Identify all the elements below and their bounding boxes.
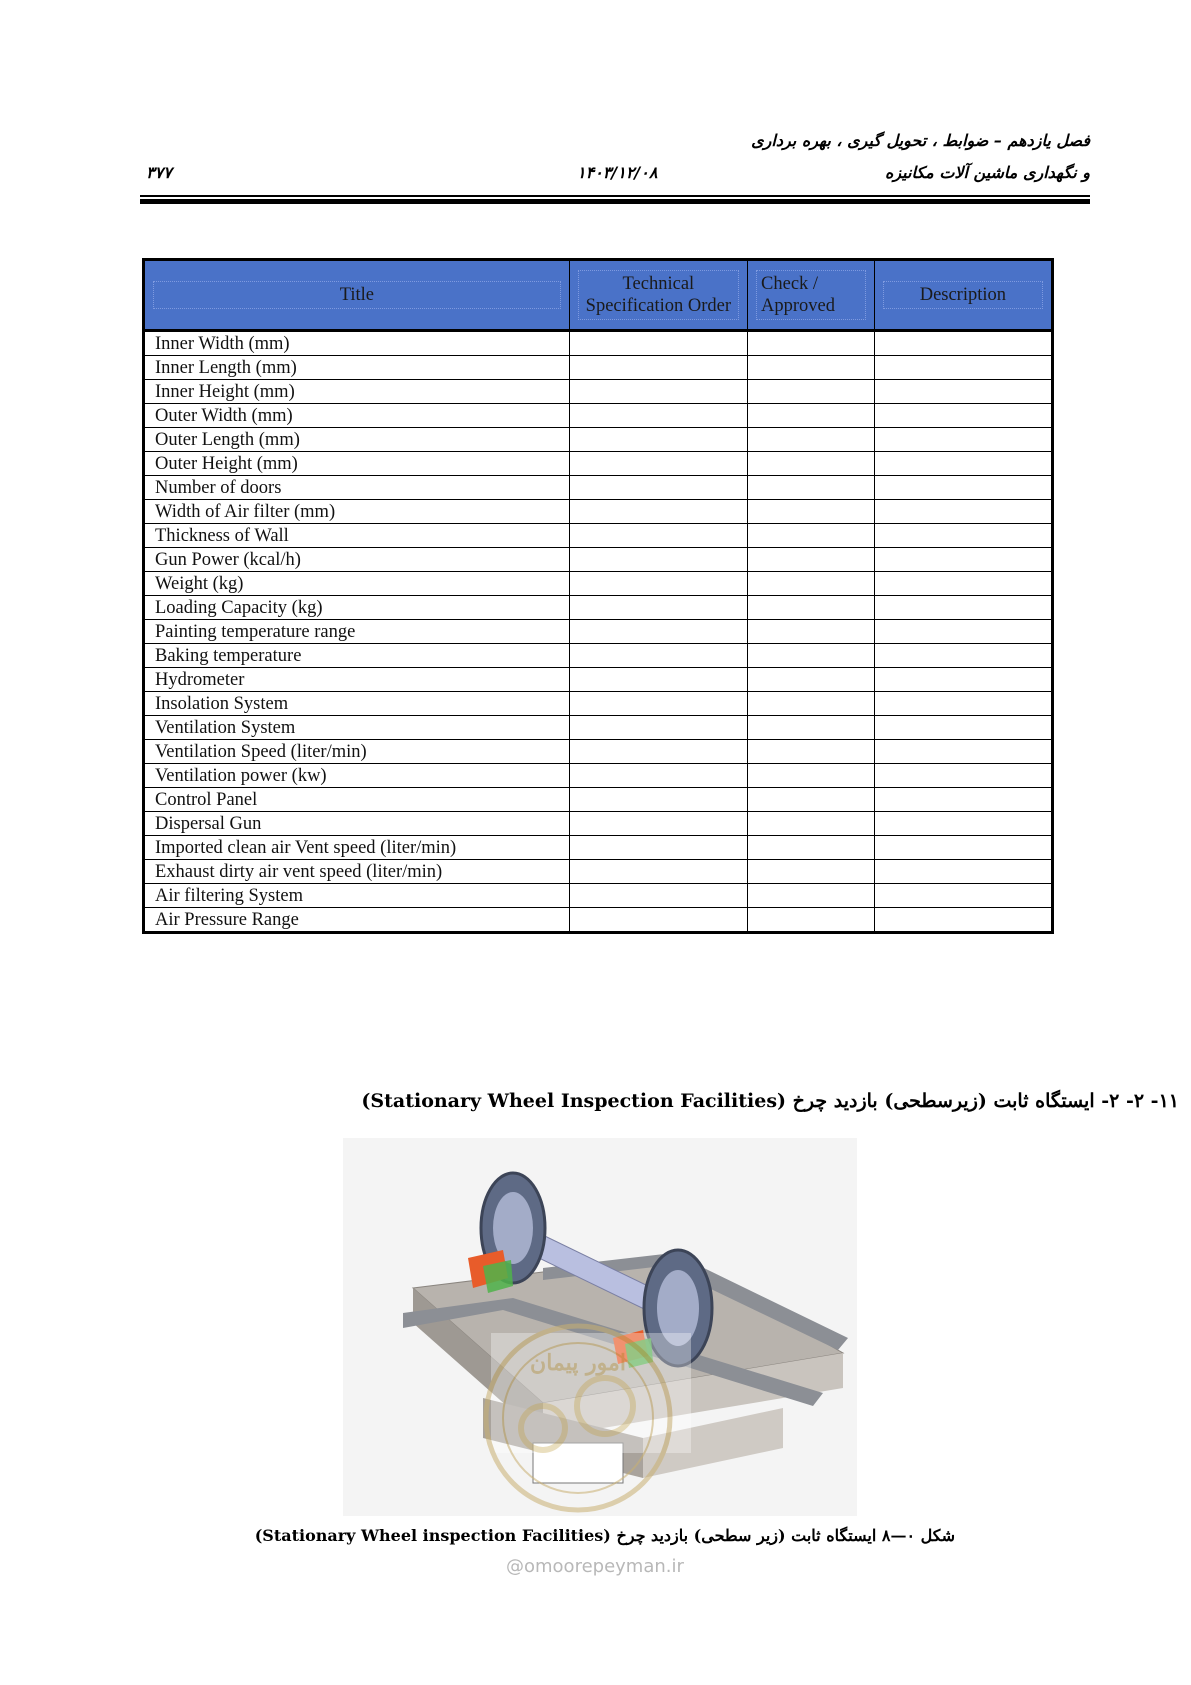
- check-approved-cell[interactable]: [748, 572, 875, 596]
- check-approved-cell[interactable]: [748, 716, 875, 740]
- header-rule-thin: [140, 195, 1090, 197]
- check-approved-cell[interactable]: [748, 476, 875, 500]
- table-row: [144, 596, 1053, 620]
- technical-spec-cell[interactable]: [569, 644, 747, 668]
- check-approved-cell[interactable]: [748, 428, 875, 452]
- chapter-title-line2: و نگهداری ماشین آلات مکانیزه: [884, 163, 1090, 182]
- check-approved-cell[interactable]: [748, 620, 875, 644]
- column-header-check-approved: Check / Approved: [748, 260, 875, 331]
- description-cell[interactable]: [874, 428, 1052, 452]
- description-cell[interactable]: [874, 884, 1052, 908]
- technical-spec-cell[interactable]: [569, 596, 747, 620]
- row-title-cell: Exhaust dirty air vent speed (liter/min): [144, 860, 570, 884]
- technical-spec-cell[interactable]: [569, 548, 747, 572]
- table-row: [144, 692, 1053, 716]
- row-title-cell: Air filtering System: [144, 884, 570, 908]
- row-title-cell: Outer Length (mm): [144, 428, 570, 452]
- description-cell[interactable]: [874, 331, 1052, 356]
- check-approved-cell[interactable]: [748, 908, 875, 933]
- table-row: [144, 476, 1053, 500]
- check-approved-cell[interactable]: [748, 788, 875, 812]
- description-cell[interactable]: [874, 404, 1052, 428]
- description-cell[interactable]: [874, 716, 1052, 740]
- description-cell[interactable]: [874, 788, 1052, 812]
- check-approved-cell[interactable]: [748, 764, 875, 788]
- check-approved-cell[interactable]: [748, 692, 875, 716]
- table-row: [144, 548, 1053, 572]
- table-row: [144, 380, 1053, 404]
- technical-spec-cell[interactable]: [569, 524, 747, 548]
- technical-spec-cell[interactable]: [569, 788, 747, 812]
- table-row: [144, 860, 1053, 884]
- technical-spec-cell[interactable]: [569, 476, 747, 500]
- technical-spec-cell[interactable]: [569, 860, 747, 884]
- row-title-cell: Weight (kg): [144, 572, 570, 596]
- description-cell[interactable]: [874, 644, 1052, 668]
- row-title-cell: Hydrometer: [144, 668, 570, 692]
- table-row: [144, 740, 1053, 764]
- watermark-url: @omoorepeyman.ir: [506, 1556, 684, 1577]
- technical-spec-cell[interactable]: [569, 452, 747, 476]
- technical-spec-cell[interactable]: [569, 716, 747, 740]
- header-rule-thick: [140, 199, 1090, 204]
- check-approved-cell[interactable]: [748, 548, 875, 572]
- description-cell[interactable]: [874, 572, 1052, 596]
- check-approved-cell[interactable]: [748, 668, 875, 692]
- description-cell[interactable]: [874, 812, 1052, 836]
- description-cell[interactable]: [874, 380, 1052, 404]
- row-title-cell: Ventilation System: [144, 716, 570, 740]
- svg-text:امور پیمان: امور پیمان: [530, 1350, 626, 1376]
- check-approved-cell[interactable]: [748, 500, 875, 524]
- table-row: [144, 788, 1053, 812]
- table-row: [144, 452, 1053, 476]
- header-date: ۱۴۰۳/۱۲/۰۸: [577, 163, 658, 182]
- description-cell[interactable]: [874, 524, 1052, 548]
- table-row: [144, 836, 1053, 860]
- check-approved-cell[interactable]: [748, 644, 875, 668]
- table-row: [144, 428, 1053, 452]
- check-approved-cell[interactable]: [748, 836, 875, 860]
- row-title-cell: Ventilation Speed (liter/min): [144, 740, 570, 764]
- table-row: [144, 500, 1053, 524]
- description-cell[interactable]: [874, 668, 1052, 692]
- row-title-cell: Dispersal Gun: [144, 812, 570, 836]
- row-title-cell: Inner Height (mm): [144, 380, 570, 404]
- technical-spec-cell[interactable]: [569, 908, 747, 933]
- technical-spec-cell[interactable]: [569, 884, 747, 908]
- check-approved-cell[interactable]: [748, 812, 875, 836]
- chapter-title-line1: فصل یازدهم – ضوابط ، تحویل گیری ، بهره برداری: [751, 131, 1090, 150]
- check-approved-cell[interactable]: [748, 884, 875, 908]
- check-approved-cell[interactable]: [748, 524, 875, 548]
- row-title-cell: Number of doors: [144, 476, 570, 500]
- technical-spec-cell[interactable]: [569, 428, 747, 452]
- table-row: [144, 812, 1053, 836]
- check-approved-cell[interactable]: [748, 331, 875, 356]
- description-cell[interactable]: [874, 764, 1052, 788]
- description-cell[interactable]: [874, 740, 1052, 764]
- description-cell[interactable]: [874, 692, 1052, 716]
- technical-spec-cell[interactable]: [569, 356, 747, 380]
- row-title-cell: Thickness of Wall: [144, 524, 570, 548]
- check-approved-cell[interactable]: [748, 404, 875, 428]
- wheelset-illustration: [343, 1138, 857, 1516]
- description-cell[interactable]: [874, 356, 1052, 380]
- column-header-description: Description: [874, 260, 1052, 331]
- row-title-cell: Baking temperature: [144, 644, 570, 668]
- page-number: ۳۷۷: [146, 163, 172, 182]
- technical-spec-cell[interactable]: [569, 740, 747, 764]
- technical-spec-cell[interactable]: [569, 500, 747, 524]
- check-approved-cell[interactable]: [748, 380, 875, 404]
- technical-spec-cell[interactable]: [569, 620, 747, 644]
- row-title-cell: Loading Capacity (kg): [144, 596, 570, 620]
- table-row: [144, 884, 1053, 908]
- description-cell[interactable]: [874, 836, 1052, 860]
- wheel-inspection-figure: [343, 1138, 857, 1516]
- table-row: [144, 908, 1053, 933]
- description-cell[interactable]: [874, 620, 1052, 644]
- section-heading: ۱۱- ۲- ۲- ایستگاه ثابت (زیرسطحی) بازدید چرخ (Stationary Wheel Inspection Facilities): [361, 1090, 1179, 1112]
- table-row: [144, 404, 1053, 428]
- technical-spec-cell[interactable]: [569, 836, 747, 860]
- row-title-cell: Air Pressure Range: [144, 908, 570, 933]
- technical-spec-cell[interactable]: [569, 692, 747, 716]
- table-row: [144, 331, 1053, 356]
- description-cell[interactable]: [874, 860, 1052, 884]
- column-header-technical-specification: Technical Specification Order: [569, 260, 747, 331]
- check-approved-cell[interactable]: [748, 860, 875, 884]
- technical-spec-cell[interactable]: [569, 812, 747, 836]
- row-title-cell: Outer Width (mm): [144, 404, 570, 428]
- description-cell[interactable]: [874, 908, 1052, 933]
- specification-table: [142, 258, 1054, 934]
- check-approved-cell[interactable]: [748, 740, 875, 764]
- row-title-cell: Gun Power (kcal/h): [144, 548, 570, 572]
- table-row: [144, 524, 1053, 548]
- table-row: [144, 716, 1053, 740]
- table-row: [144, 764, 1053, 788]
- row-title-cell: Ventilation power (kw): [144, 764, 570, 788]
- technical-spec-cell[interactable]: [569, 331, 747, 356]
- check-approved-cell[interactable]: [748, 452, 875, 476]
- check-approved-cell[interactable]: [748, 596, 875, 620]
- table-row: [144, 356, 1053, 380]
- page-header: [140, 125, 1090, 205]
- column-header-title: Title: [144, 260, 570, 331]
- table-row: [144, 644, 1053, 668]
- check-approved-cell[interactable]: [748, 356, 875, 380]
- row-title-cell: Imported clean air Vent speed (liter/min): [144, 836, 570, 860]
- description-cell[interactable]: [874, 596, 1052, 620]
- technical-spec-cell[interactable]: [569, 764, 747, 788]
- row-title-cell: Width of Air filter (mm): [144, 500, 570, 524]
- figure-caption: شکل ۰—۸ ایستگاه ثابت (زیر سطحی) بازدید چرخ (Stationary Wheel inspection Facilities): [254, 1526, 955, 1545]
- description-cell[interactable]: [874, 548, 1052, 572]
- row-title-cell: Control Panel: [144, 788, 570, 812]
- row-title-cell: Insolation System: [144, 692, 570, 716]
- description-cell[interactable]: [874, 452, 1052, 476]
- description-cell[interactable]: [874, 500, 1052, 524]
- row-title-cell: Inner Length (mm): [144, 356, 570, 380]
- technical-spec-cell[interactable]: [569, 404, 747, 428]
- technical-spec-cell[interactable]: [569, 668, 747, 692]
- table-row: [144, 668, 1053, 692]
- row-title-cell: Outer Height (mm): [144, 452, 570, 476]
- technical-spec-cell[interactable]: [569, 572, 747, 596]
- technical-spec-cell[interactable]: [569, 380, 747, 404]
- row-title-cell: Inner Width (mm): [144, 331, 570, 356]
- description-cell[interactable]: [874, 476, 1052, 500]
- row-title-cell: Painting temperature range: [144, 620, 570, 644]
- table-header-row: [144, 260, 1053, 331]
- table-row: [144, 572, 1053, 596]
- table-row: [144, 620, 1053, 644]
